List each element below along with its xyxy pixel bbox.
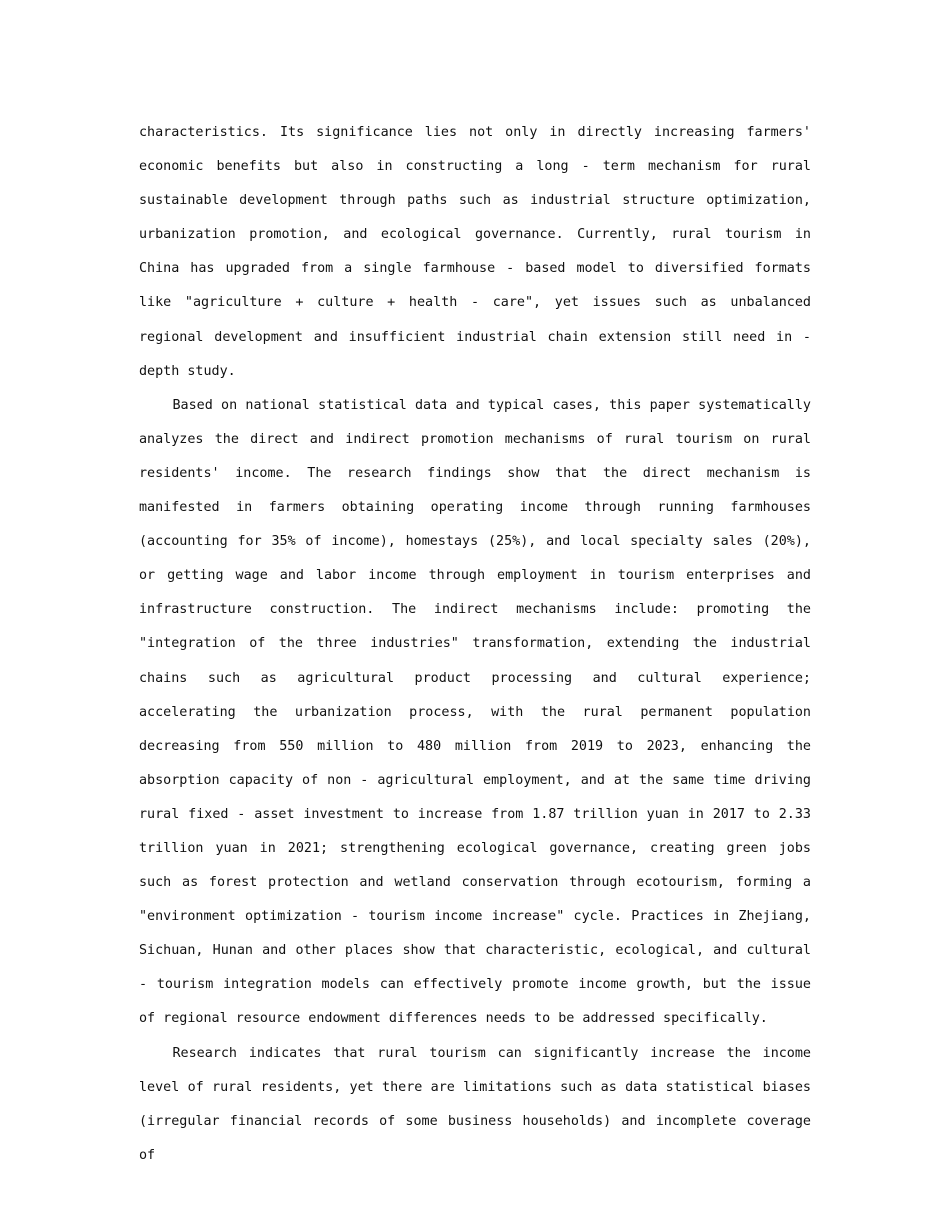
paragraph-conclusion: Research indicates that rural tourism can significantly increase the income level of rural residents, yet there are limitations such as data statistical biases (irregular financial records of some business households) and incomplete coverage of <box>139 1045 811 1163</box>
paragraph-continuation: characteristics. Its significance lies not only in directly increasing farmers' economic benefits but also in constructing a long - term mechanism for rural sustainable development through paths such as industrial structure optimization, urbanization promotion, and ecological governance. Currently, rural tourism in China has upgraded from a single farmhouse - based model to diversified formats like "agriculture + culture + health - care", yet issues such as unbalanced regional development and insufficient industrial chain extension still need in - depth study. <box>139 125 811 379</box>
paragraph-mechanisms: Based on national statistical data and typical cases, this paper systematically analyzes the direct and indirect promotion mechanisms of rural tourism on rural residents' income. The research findings show that the direct mechanism is manifested in farmers obtaining operating income through running farmhouses (accounting for 35% of income), homestays (25%), and local specialty sales (20%), or getting wage and labor income through employment in tourism enterprises and infrastructure construction. The indirect mechanisms include: promoting the "integration of the three industries" transformation, extending the industrial chains such as agricultural product processing and cultural experience; accelerating the urbanization process, with the rural permanent population decreasing from 550 million to 480 million from 2019 to 2023, enhancing the absorption capacity of non - agricultural employment, and at the same time driving rural fixed - asset investment to increase from 1.87 trillion yuan in 2017 to 2.33 trillion yuan in 2021; strengthening ecological governance, creating green jobs such as forest protection and wetland conservation through ecotourism, forming a "environment optimization - tourism income increase" cycle. Practices in Zhejiang, Sichuan, Hunan and other places show that characteristic, ecological, and cultural - tourism integration models can effectively promote income growth, but the issue of regional resource endowment differences needs to be addressed specifically. <box>139 397 811 1027</box>
body-text <box>139 116 811 1173</box>
